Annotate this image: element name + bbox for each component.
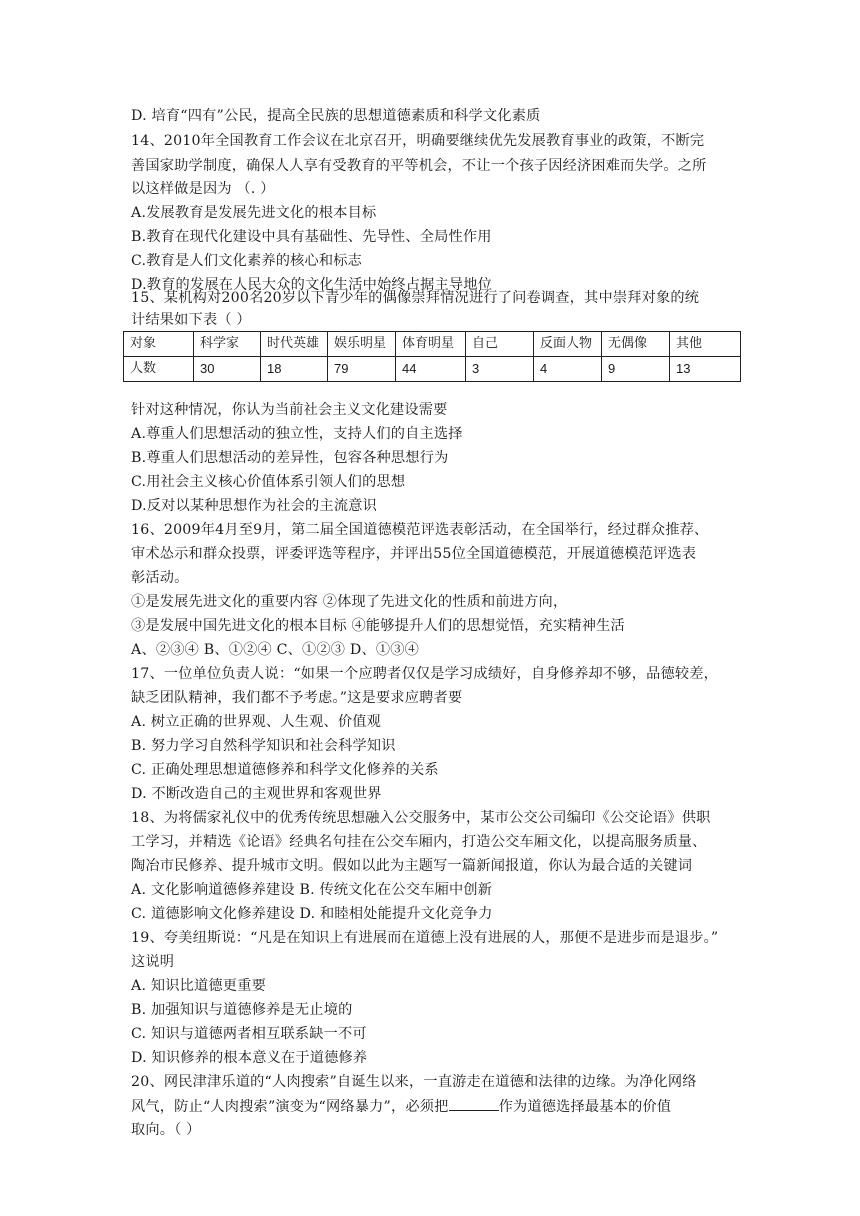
question-17-line-2: 缺乏团队精神，我们都不予考虑。”这是要求应聘者要	[131, 690, 463, 706]
text-line: D. 培育“四有”公民，提高全民族的思想道德素质和科学文化素质	[131, 108, 541, 124]
answer-options: A、②③④ B、①②④ C、①②③ D、①③④	[131, 642, 420, 658]
survey-table	[123, 331, 741, 382]
question-18-line-3: 陶冶市民修养、提升城市文明。假如以此为主题写一篇新闻报道，你认为最合适的关键词	[131, 858, 693, 874]
question-14-line-2: 善国家助学制度，确保人人享有受教育的平等机会，不让一个孩子因经济困难而失学。之所	[131, 158, 707, 174]
option-d: D.教育的发展在人民大众的文化生活中始终占据主导地位	[131, 277, 493, 293]
option-c: C. 知识与道德两者相互联系缺一不可	[131, 1026, 367, 1042]
table-cell: 无偶像	[602, 332, 670, 357]
question-16-line-2: 审术怂示和群众投票，评委评选等程序，并评出55位全国道德模范，开展道德模范评选表	[131, 546, 697, 562]
statement-line-1: ①是发展先进文化的重要内容 ②体现了先进文化的性质和前进方向，	[131, 594, 568, 610]
question-19-line-2: 这说明	[131, 954, 175, 970]
question-19-line-1: 19、夸美纽斯说：“凡是在知识上有进展而在道德上没有进展的人，那便不是进步而是退步。”	[131, 930, 719, 946]
statement-line-2: ③是发展中国先进文化的根本目标 ④能够提升人们的思想觉悟，充实精神生活	[131, 618, 625, 634]
option-a-b: A. 文化影响道德修养建设 B. 传统文化在公交车厢中创新	[131, 882, 493, 898]
table-cell: 18	[261, 357, 328, 382]
question-16-line-3: 彰活动。	[131, 570, 189, 586]
option-a: A. 树立正确的世界观、人生观、价值观	[131, 714, 382, 730]
option-a: A.发展教育是发展先进文化的根本目标	[131, 205, 377, 221]
table-cell: 9	[602, 357, 670, 382]
option-d: D. 不断改造自己的主观世界和客观世界	[131, 786, 382, 802]
question-20-text-a: 风气，防止“人肉搜索”演变为“网络暴力”，必须把	[131, 1099, 449, 1115]
option-b: B. 加强知识与道德修养是无止境的	[131, 1002, 353, 1018]
table-cell: 4	[534, 357, 602, 382]
table-cell: 3	[466, 357, 534, 382]
option-d: D.反对以某种思想作为社会的主流意识	[131, 498, 377, 514]
table-cell: 科学家	[194, 332, 261, 357]
option-c: C.教育是人们文化素养的核心和标志	[131, 253, 363, 269]
table-cell: 30	[194, 357, 261, 382]
question-14-line-1: 14、2010年全国教育工作会议在北京召开，明确要继续优先发展教育事业的政策，不断完	[131, 133, 705, 149]
table-cell: 反面人物	[534, 332, 602, 357]
table-cell: 时代英雄	[261, 332, 328, 357]
option-a: A.尊重人们思想活动的独立性，支持人们的自主选择	[131, 426, 463, 442]
question-18-line-2: 工学习，并精选《论语》经典名句挂在公交车厢内，打造公交车厢文化，以提高服务质量、	[131, 834, 707, 850]
question-17-line-1: 17、一位单位负责人说：“如果一个应聘者仅仅是学习成绩好，自身修养却不够，品德较差，	[131, 666, 719, 682]
question-20-line-1: 20、网民津津乐道的“人肉搜索”自诞生以来，一直游走在道德和法律的边缘。为净化网络	[131, 1074, 697, 1090]
question-15-line-2: 计结果如下表（ ）	[131, 312, 251, 328]
table-header-row	[124, 332, 741, 357]
table-cell: 体育明星	[396, 332, 466, 357]
fill-in-blank	[449, 1096, 499, 1111]
option-c: C.用社会主义核心价值体系引领人们的思想	[131, 474, 406, 490]
option-b: B.尊重人们思想活动的差异性，包容各种思想行为	[131, 450, 449, 466]
question-20-line-3: 取向。（ ）	[131, 1122, 201, 1138]
option-a: A. 知识比道德更重要	[131, 978, 266, 994]
text-line: 针对这种情况，你认为当前社会主义文化建设需要	[131, 402, 448, 418]
question-15-line-1: 15、某机构对200名20岁以下青少年的偶像崇拜情况进行了问卷调查，其中崇拜对象的统	[131, 290, 700, 306]
question-20-text-b: 作为道德选择最基本的价值	[498, 1099, 672, 1115]
table-cell: 44	[396, 357, 466, 382]
question-16-line-1: 16、2009年4月至9月，第二届全国道德模范评选表彰活动，在全国举行，经过群众推荐、	[131, 522, 709, 538]
table-cell: 人数	[124, 357, 194, 382]
option-c: C. 正确处理思想道德修养和科学文化修养的关系	[131, 762, 439, 778]
table-cell: 自己	[466, 332, 534, 357]
table-cell: 娱乐明星	[328, 332, 396, 357]
question-14-line-3: 以这样做是因为 （. ）	[131, 181, 275, 197]
table-row	[124, 357, 741, 382]
option-d: D. 知识修养的根本意义在于道德修养	[131, 1050, 368, 1066]
table-cell: 79	[328, 357, 396, 382]
question-20-line-2	[131, 1096, 671, 1117]
question-18-line-1: 18、为将儒家礼仪中的优秀传统思想融入公交服务中，某市公交公司编印《公交论语》供职	[131, 810, 711, 826]
table-cell: 对象	[124, 332, 194, 357]
table-cell: 13	[670, 357, 741, 382]
table-cell: 其他	[670, 332, 741, 357]
option-b: B.教育在现代化建设中具有基础性、先导性、全局性作用	[131, 229, 492, 245]
option-b: B. 努力学习自然科学知识和社会科学知识	[131, 738, 396, 754]
option-c-d: C. 道德影响文化修养建设 D. 和睦相处能提升文化竞争力	[131, 906, 493, 922]
